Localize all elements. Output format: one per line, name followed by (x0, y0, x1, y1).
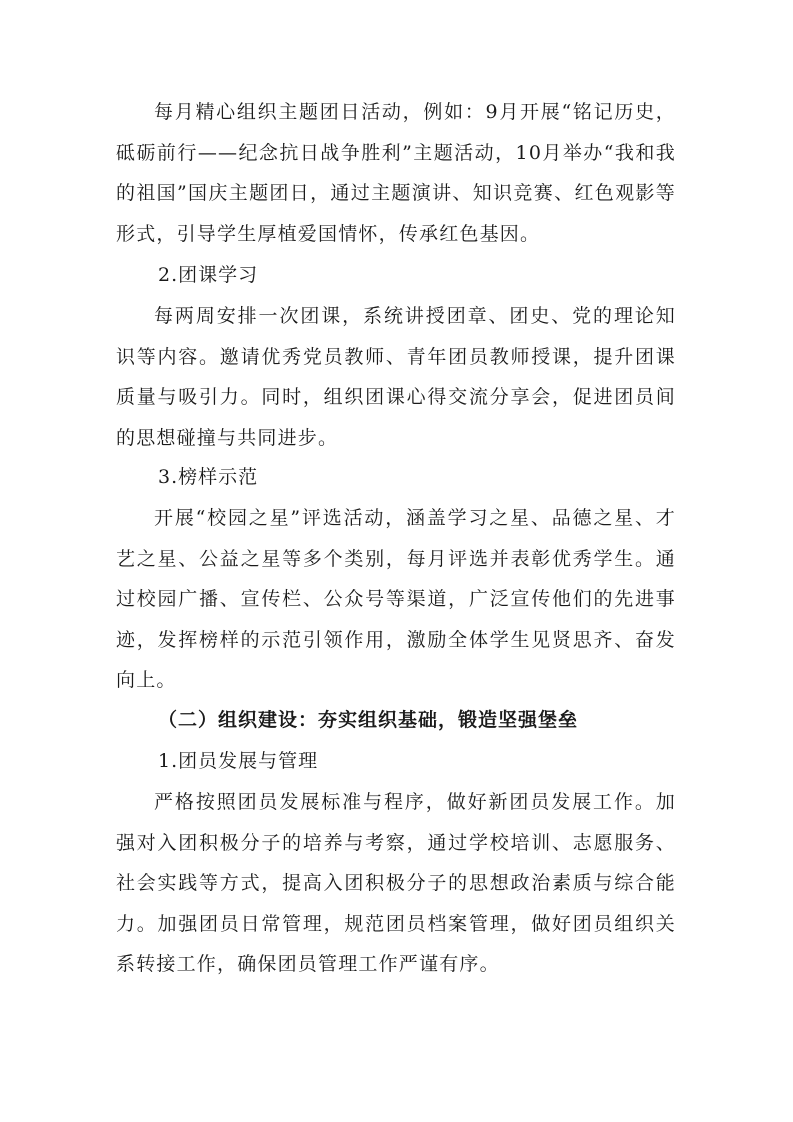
paragraph-role-model: 开展“校园之星”评选活动，涵盖学习之星、品德之星、才艺之星、公益之星等多个类别，每月评选并表彰优秀学生。通过校园广播、宣传栏、公众号等渠道，广泛宣传他们的先进事迹，发挥榜样的示范引领作用，激励全体学生见贤思齐、奋发向上。 (116, 507, 676, 691)
heading-member-development: 1.团员发展与管理 (158, 750, 319, 772)
section-heading-organization: （二）组织建设：夯实组织基础，锻造坚强堡垒 (158, 709, 579, 731)
heading-role-model: 3.榜样示范 (158, 466, 259, 488)
paragraph-member-development: 严格按照团员发展标准与程序，做好新团员发展工作。加强对入团积极分子的培养与考察，通过学校培训、志愿服务、社会实践等方式，提高入团积极分子的思想政治素质与综合能力。加强团员日常管理，规范团员档案管理，做好团员组织关系转接工作，确保团员管理工作严谨有序。 (116, 791, 676, 975)
paragraph-theme-activities: 每月精心组织主题团日活动，例如：9月开展“铭记历史，砥砺前行——纪念抗日战争胜利”主题活动，10月举办“我和我的祖国”国庆主题团日，通过主题演讲、知识竞赛、红色观影等形式，引导学生厚植爱国情怀，传承红色基因。 (116, 101, 676, 245)
paragraph-league-class: 每两周安排一次团课，系统讲授团章、团史、党的理论知识等内容。邀请优秀党员教师、青年团员教师授课，提升团课质量与吸引力。同时，组织团课心得交流分享会，促进团员间的思想碰撞与共同进步。 (116, 305, 676, 449)
heading-league-class: 2.团课学习 (158, 264, 259, 286)
